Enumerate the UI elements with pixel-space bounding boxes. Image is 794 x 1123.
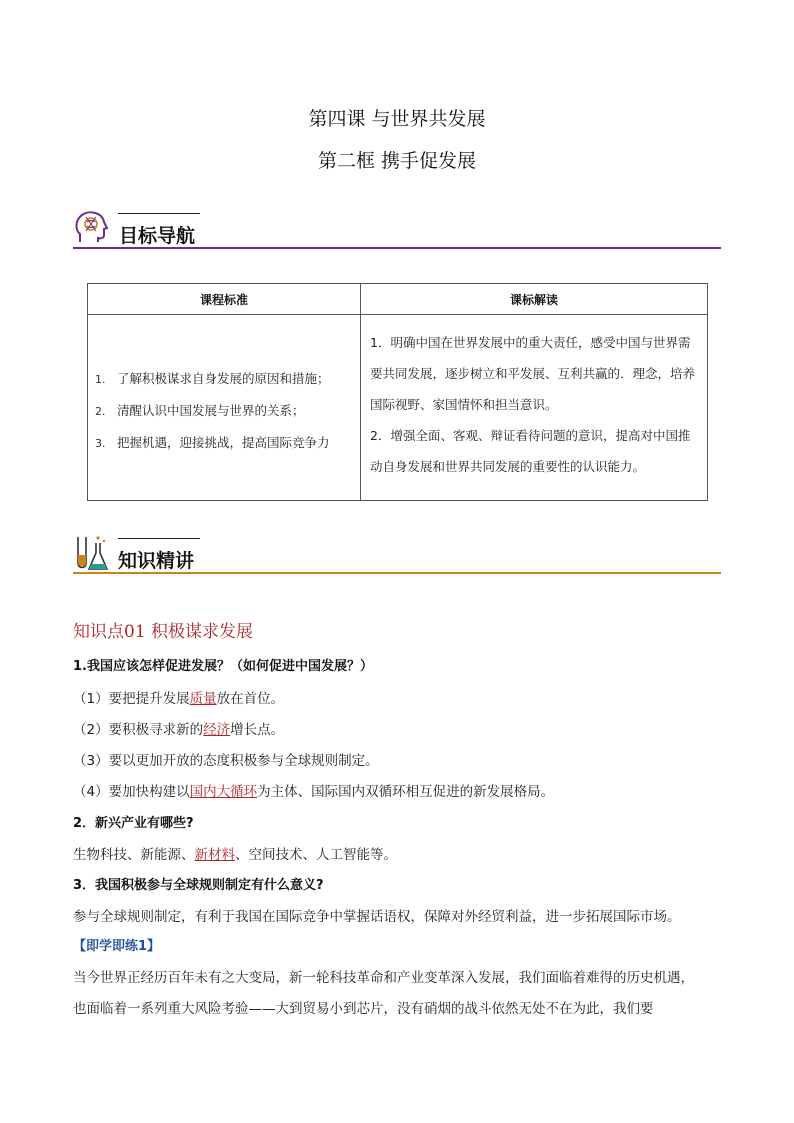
head-brain-icon <box>72 208 112 248</box>
key-term: 新材料 <box>194 847 235 863</box>
answer-3: 参与全球规则制定，有利于我国在国际竞争中掌握话语权，保障对外经贸利益，进一步拓展国际市场。 <box>73 909 681 925</box>
answer-item: （4）要加快构建以国内大循环为主体、国际国内双循环相互促进的新发展格局。 <box>73 784 555 800</box>
answer-2: 生物科技、新能源、新材料、空间技术、人工智能等。 <box>73 847 397 863</box>
col-header-interpretation: 课标解读 <box>361 284 708 315</box>
section-rule-goals <box>73 247 721 249</box>
interpretation-cell <box>361 315 708 501</box>
col-header-standard: 课程标准 <box>88 284 361 315</box>
practice-label: 【即学即练1】 <box>73 939 161 954</box>
interpretation-item: 1．明确中国在世界发展中的重大责任，感受中国与世界需要共同发展，逐步树立和平发展、互利共赢的．理念，培养国际视野、家国情怀和担当意识。 <box>370 335 696 412</box>
practice-text-line: 当今世界正经历百年未有之大变局，新一轮科技革命和产业变革深入发展，我们面临着难得的历史机遇， <box>73 970 694 986</box>
standards-list <box>89 357 359 459</box>
section-topline <box>118 538 200 539</box>
question-3: 3．我国积极参与全球规则制定有什么意义? <box>73 878 324 893</box>
frame-title: 第二框 携手促发展 <box>317 150 477 172</box>
section-title-goals: 目标导航 <box>119 225 196 247</box>
answer-item: （3）要以更加开放的态度积极参与全球规则制定。 <box>73 753 379 769</box>
standard-item: 3. 把握机遇，迎接挑战，提高国际竞争力 <box>95 434 330 450</box>
question-1: 1.我国应该怎样促进发展？（如何促进中国发展？） <box>73 659 373 674</box>
lesson-title: 第四课 与世界共发展 <box>308 108 486 130</box>
practice-text-line: 也面临着一系列重大风险考验——大到贸易小到芯片，没有硝烟的战斗依然无处不在为此，我们要 <box>73 1001 654 1017</box>
key-term: 质量 <box>189 691 217 707</box>
question-2: 2．新兴产业有哪些? <box>73 816 194 831</box>
interpretation-item: 2．增强全面、客观、辩证看待问题的意识，提高对中国推动自身发展和世界共同发展的重要性的认识能力。 <box>370 428 691 474</box>
key-term: 经济 <box>203 722 231 738</box>
standards-cell <box>88 315 361 501</box>
knowledge-point-title: 知识点01 积极谋求发展 <box>73 622 254 642</box>
answer-item: （1）要把提升发展质量放在首位。 <box>73 691 285 707</box>
objectives-table <box>87 283 708 501</box>
key-term: 国内大循环 <box>189 784 258 800</box>
standard-item: 1. 了解积极谋求自身发展的原因和措施； <box>95 370 330 386</box>
section-title-knowledge: 知识精讲 <box>118 550 195 572</box>
section-topline <box>118 213 200 214</box>
section-rule-knowledge <box>73 572 721 574</box>
answer-item: （2）要积极寻求新的经济增长点。 <box>73 722 285 738</box>
lab-flask-icon <box>72 533 112 573</box>
standard-item: 2. 清醒认识中国发展与世界的关系； <box>95 402 305 418</box>
